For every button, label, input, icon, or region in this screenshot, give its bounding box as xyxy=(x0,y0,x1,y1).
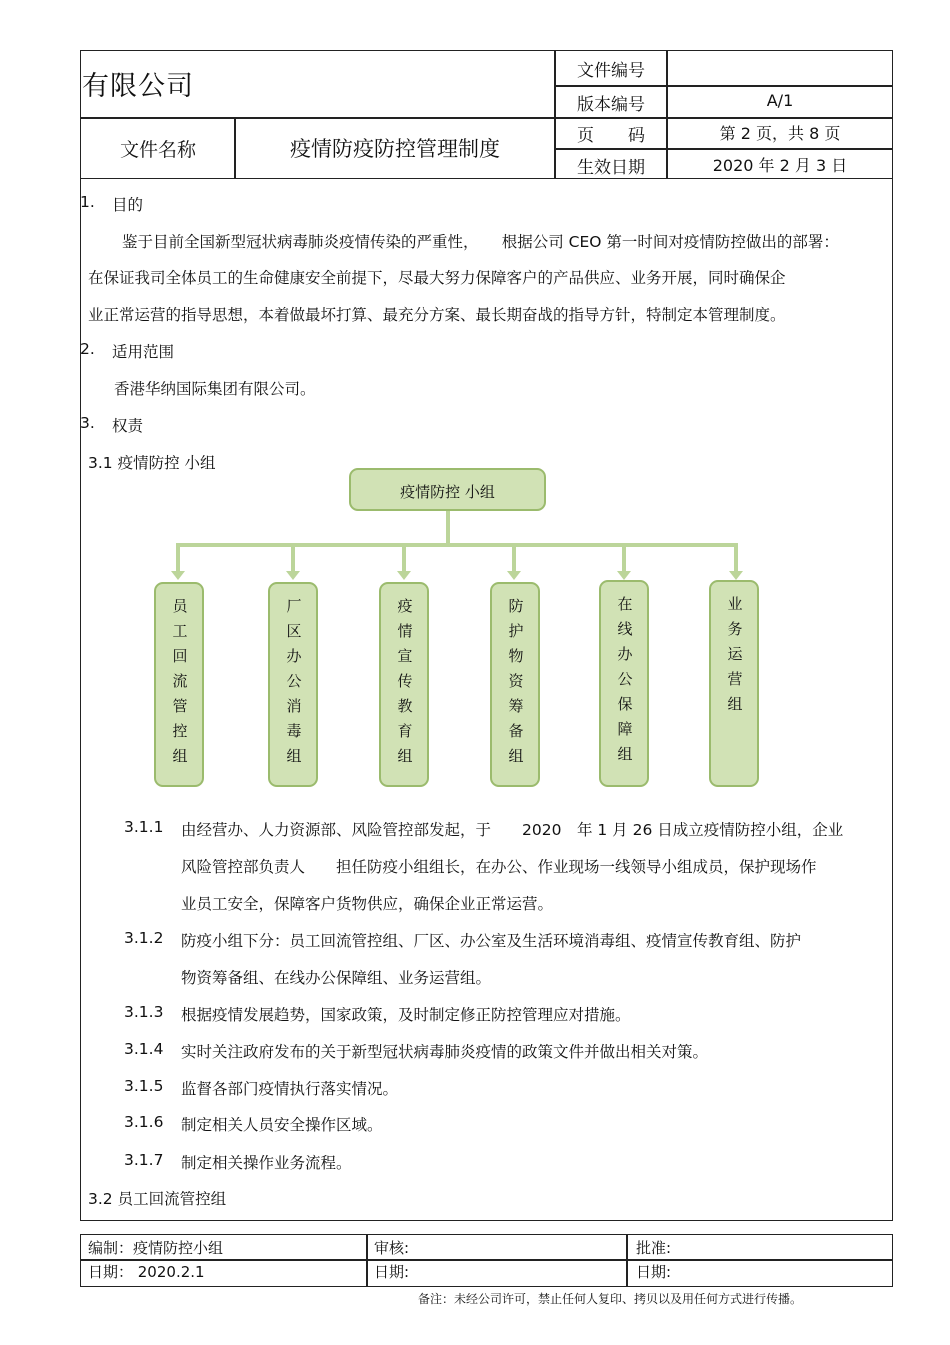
org-connector xyxy=(402,545,406,572)
page-value: 第 2 页，共 8 页 xyxy=(719,124,841,143)
item-number: 3.1.3 xyxy=(124,1003,164,1021)
doc-no-label: 文件编号 xyxy=(577,61,645,81)
version-label: 版本编号 xyxy=(577,95,645,115)
item-line: 监督各部门疫情执行落实情况。 xyxy=(181,1080,399,1098)
file-name-value: 疫情防疫防控管理制度 xyxy=(290,137,500,161)
reviewed-by: 审核: xyxy=(374,1239,410,1257)
compiled-date: 日期： 2020.2.1 xyxy=(88,1263,205,1281)
version-value: A/1 xyxy=(766,91,794,110)
org-child-box xyxy=(154,582,204,787)
compiled-by: 编制：疫情防控小组 xyxy=(88,1239,224,1257)
org-child-label: 业务运营组 xyxy=(727,595,743,713)
org-child-box xyxy=(268,582,318,787)
item-line: 制定相关操作业务流程。 xyxy=(181,1154,352,1172)
paragraph-line: 业正常运营的指导思想，本着做最坏打算、最充分方案、最长期奋战的指导方针，特制定本管理制度。 xyxy=(88,306,786,324)
arrow-down-icon xyxy=(729,571,743,580)
arrow-down-icon xyxy=(507,571,521,580)
section-title-responsibilities: 权责 xyxy=(112,417,144,435)
arrow-down-icon xyxy=(171,571,185,580)
section-number: 2. xyxy=(80,340,95,358)
org-child-box xyxy=(709,580,759,787)
arrow-down-icon xyxy=(397,571,411,580)
item-line: 由经营办、人力资源部、风险管控部发起，于 2020 年 1 月 26 日成立疫情防控小组，企业 xyxy=(181,821,844,839)
footer-divider xyxy=(366,1234,368,1287)
org-connector xyxy=(176,545,180,572)
item-number: 3.1.6 xyxy=(124,1113,164,1131)
arrow-down-icon xyxy=(617,571,631,580)
page-label: 页 码 xyxy=(577,126,645,146)
org-root-label: 疫情防控 小组 xyxy=(400,483,495,501)
section-title-purpose: 目的 xyxy=(112,196,144,214)
item-line: 业员工安全，保障客户货物供应，确保企业正常运营。 xyxy=(181,895,554,913)
item-line: 物资筹备组、在线办公保障组、业务运营组。 xyxy=(181,969,492,987)
section-title-scope: 适用范围 xyxy=(112,343,175,361)
item-line: 根据疫情发展趋势，国家政策，及时制定修正防控管理应对措施。 xyxy=(181,1006,631,1024)
org-child-label: 厂区办公消毒组 xyxy=(286,597,302,765)
org-child-label: 员工回流管控组 xyxy=(172,597,188,765)
effective-date-value: 2020 年 2 月 3 日 xyxy=(712,156,848,175)
paragraph-line: 鉴于目前全国新型冠状病毒肺炎疫情传染的严重性， 根据公司 CEO 第一时间对疫情防控做出的部署： xyxy=(122,233,839,251)
subsection-title: 3.2 员工回流管控组 xyxy=(88,1190,227,1208)
org-child-label: 在线办公保障组 xyxy=(617,595,633,763)
org-connector xyxy=(176,543,738,547)
item-line: 制定相关人员安全操作区域。 xyxy=(181,1116,383,1134)
org-child-box xyxy=(379,582,429,787)
item-number: 3.1.2 xyxy=(124,929,164,947)
review-date: 日期: xyxy=(374,1263,410,1281)
org-connector xyxy=(622,545,626,572)
section-number: 3. xyxy=(80,414,95,432)
header-divider xyxy=(80,117,893,119)
org-child-box xyxy=(490,582,540,787)
arrow-down-icon xyxy=(286,571,300,580)
approved-by: 批准: xyxy=(636,1239,672,1257)
org-root-box xyxy=(349,468,546,511)
item-number: 3.1.7 xyxy=(124,1151,164,1169)
paragraph-line: 在保证我司全体员工的生命健康安全前提下，尽最大努力保障客户的产品供应、业务开展，同时确保企 xyxy=(88,269,786,287)
effective-date-label: 生效日期 xyxy=(577,158,645,178)
item-number: 3.1.5 xyxy=(124,1077,164,1095)
item-line: 防疫小组下分：员工回流管控组、厂区、办公室及生活环境消毒组、疫情宣传教育组、防护 xyxy=(181,932,802,950)
org-connector xyxy=(512,545,516,572)
file-name-label: 文件名称 xyxy=(119,139,196,161)
org-connector xyxy=(446,511,450,545)
copyright-note: 备注：未经公司许可，禁止任何人复印、拷贝以及用任何方式进行传播。 xyxy=(418,1292,803,1306)
company-name: 有限公司 xyxy=(82,71,194,102)
org-child-box xyxy=(599,580,649,787)
subsection-title: 3.1 疫情防控 小组 xyxy=(88,454,216,472)
item-number: 3.1.1 xyxy=(124,818,164,836)
section-number: 1. xyxy=(80,193,95,211)
header-divider xyxy=(555,148,893,150)
org-child-label: 防护物资筹备组 xyxy=(508,597,524,765)
footer-divider xyxy=(626,1234,628,1287)
org-connector xyxy=(291,545,295,572)
paragraph-line: 香港华纳国际集团有限公司。 xyxy=(114,380,316,398)
header-divider xyxy=(555,85,893,87)
item-number: 3.1.4 xyxy=(124,1040,164,1058)
item-line: 风险管控部负责人 担任防疫小组组长，在办公、作业现场一线领导小组成员，保护现场作 xyxy=(181,858,817,876)
approval-date: 日期: xyxy=(636,1263,672,1281)
item-line: 实时关注政府发布的关于新型冠状病毒肺炎疫情的政策文件并做出相关对策。 xyxy=(181,1043,709,1061)
org-connector xyxy=(734,545,738,572)
org-child-label: 疫情宣传教育组 xyxy=(397,597,413,765)
